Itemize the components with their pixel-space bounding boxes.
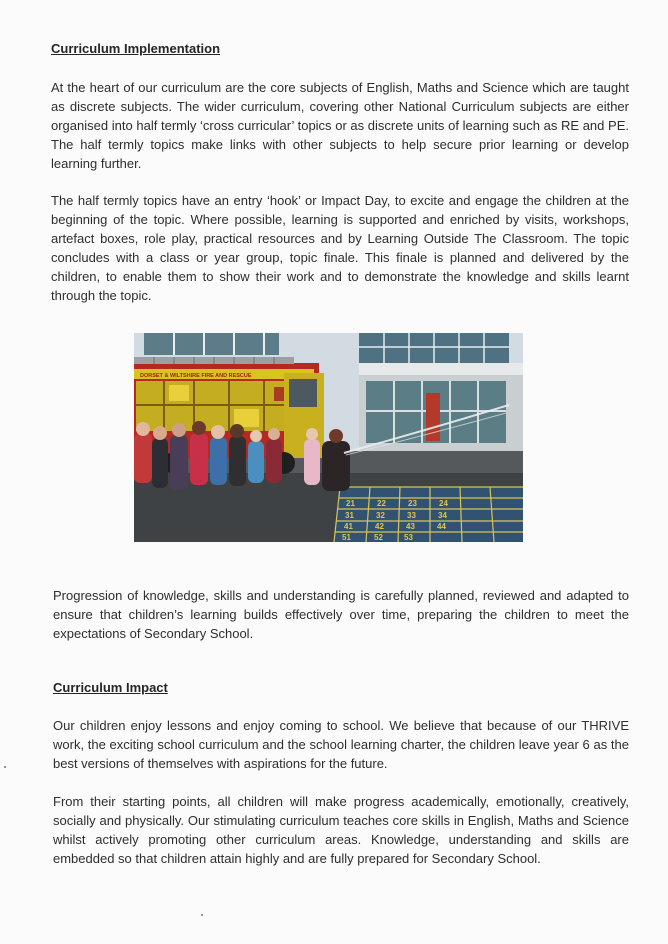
grid-number: 53	[404, 533, 413, 542]
grid-number: 31	[345, 511, 354, 520]
grid-number: 51	[342, 533, 351, 542]
grid-number: 42	[375, 522, 384, 531]
implementation-paragraph-2: The half termly topics have an entry ‘hook’ or Impact Day, to excite and engage the children at the beginning of the topic. Where possible, learning is supported and enriched by visits, workshops, artefact boxes, role play, practical resources and by Learning Outside The Classroom. The topic concludes with a class or year group, topic finale. This finale is planned and delivered by the children, to enable them to show their work and to demonstrate the knowledge and skills learnt through the topic.	[51, 193, 629, 303]
grid-number: 33	[407, 511, 416, 520]
implementation-heading: Curriculum Implementation	[51, 41, 221, 56]
grid-number: 32	[376, 511, 385, 520]
impact-heading: Curriculum Impact	[53, 680, 168, 695]
implementation-paragraph-1: At the heart of our curriculum are the core subjects of English, Maths and Science which are taught as discrete subjects. The wider curriculum, covering other National Curriculum subjects are either organised into half termly ‘cross curricular’ topics or as discrete units of learning such as RE and PE. The half termly topics make links with other subjects to help secure prior learning or develop learning further.	[51, 80, 629, 171]
truck-lettering: DORSET & WILTSHIRE FIRE AND RESCUE	[140, 373, 252, 379]
grid-number: 41	[344, 522, 353, 531]
grid-number: 43	[406, 522, 415, 531]
grid-number: 44	[437, 522, 446, 531]
grid-number: 24	[439, 499, 448, 508]
grid-number: 23	[408, 499, 417, 508]
grid-number: 52	[374, 533, 383, 542]
scan-speck	[4, 766, 6, 768]
grid-number: 34	[438, 511, 447, 520]
scan-speck	[201, 914, 203, 916]
fire-engine-photo	[134, 333, 523, 542]
grid-number: 21	[346, 499, 355, 508]
impact-paragraph-1: Our children enjoy lessons and enjoy coming to school. We believe that because of our THRIVE work, the exciting school curriculum and the school learning charter, the children leave year 6 as the best versions of themselves with aspirations for the future.	[53, 718, 629, 771]
grid-number: 22	[377, 499, 386, 508]
impact-paragraph-2: From their starting points, all children will make progress academically, emotionally, creatively, socially and physically. Our stimulating curriculum teaches core skills in English, Maths and Science whilst actively promoting other curriculum areas. Knowledge, understanding and skills are embedded so that children attain highly and are fully prepared for Secondary School.	[53, 794, 629, 866]
implementation-paragraph-3: Progression of knowledge, skills and understanding is carefully planned, reviewed and adapted to ensure that children’s learning builds effectively over time, preparing the children to meet the expectations of Secondary School.	[53, 588, 629, 641]
